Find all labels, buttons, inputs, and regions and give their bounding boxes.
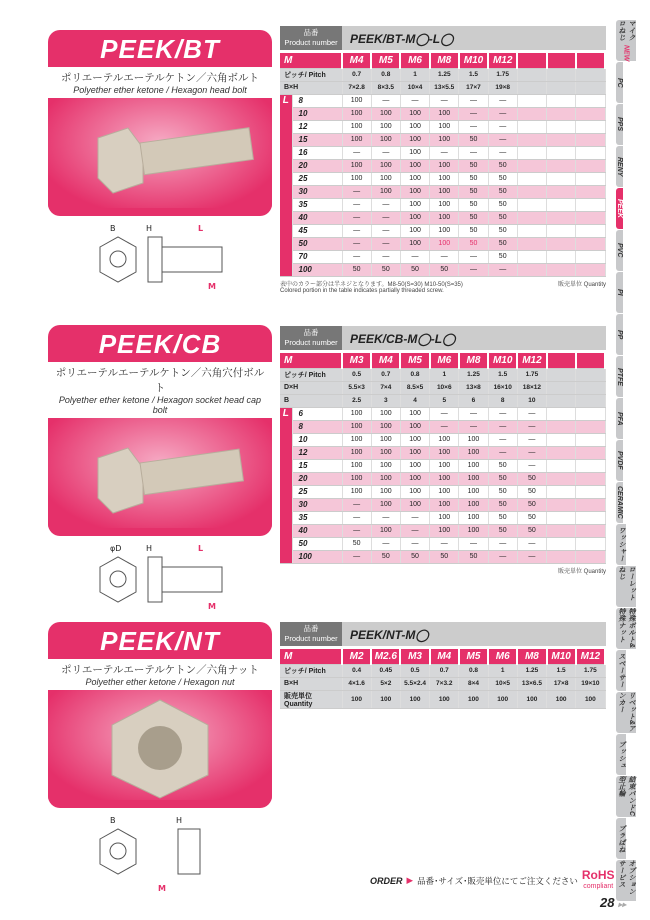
- tab-7[interactable]: PI: [616, 272, 623, 313]
- product-name-en: Polyether ether ketone / Hexagon nut: [85, 677, 235, 687]
- quantity-unit: 販売単位 Quantity: [557, 281, 606, 288]
- dimension-label: H: [176, 816, 183, 825]
- size-header: M10: [488, 353, 517, 368]
- tab-14[interactable]: ローレットねじ: [616, 566, 636, 607]
- tab-10[interactable]: PFA: [616, 398, 623, 439]
- size-header: M8: [430, 53, 459, 68]
- table-row: 40 — 100 — 100 100 50 50: [280, 524, 605, 537]
- tab-6[interactable]: PVC: [616, 230, 623, 271]
- table-row: 8 100 100 100 — — — —: [280, 420, 605, 433]
- size-header: M4: [371, 353, 400, 368]
- product-name-jp: ポリエーテルエーテルケトン／六角ボルト: [60, 72, 260, 84]
- table-row: 20 100 100 100 100 50 50: [280, 159, 605, 172]
- table-row: 40 — — 100 100 50 50: [280, 211, 605, 224]
- size-header: M4: [430, 649, 459, 664]
- tab-11[interactable]: PVDF: [616, 440, 623, 481]
- arrow-right-icon: ▶: [406, 876, 414, 886]
- product-title: PEEK/CB: [98, 329, 222, 359]
- tab-21[interactable]: オプションサービス: [616, 860, 636, 901]
- tab-20[interactable]: プラばね: [616, 818, 626, 859]
- spec-row: B×H 4×1.6 5×2 5.5×2.4 7×3.2 8×4 10×5 13×6.5 17×8 19×10: [280, 677, 605, 690]
- spec-row: ピッチ/ Pitch 0.7 0.8 1 1.25 1.5 1.75: [280, 68, 605, 81]
- tab-16[interactable]: スペーサー: [616, 650, 626, 691]
- size-header-row: M M4 M5 M6 M8 M10 M12: [280, 53, 605, 68]
- size-header: M8: [517, 649, 546, 664]
- size-header: M10: [547, 649, 576, 664]
- table-row: 16 — — 100 — — —: [280, 146, 605, 159]
- size-header: M6: [488, 649, 517, 664]
- dimension-label: φD: [110, 544, 122, 553]
- product-table: 品番 Product number PEEK/NT-M◯ M M2 M2.6 M3 M4 M5 M6 M8 M10 M12 ピッチ/ Pitch 0.4 0.45 0.5 0.7 0.8 1 1.25 1.5 1.75 B×H 4×1.6 5×2 5.5×2.4 7×3.2 8×4 10×5 13×6.5 17×8 19×10 販売単位 Quantity 100 100 100 100 100 100 100 100 100: [280, 622, 606, 709]
- size-header: M12: [488, 53, 517, 68]
- tab-8[interactable]: PP: [616, 314, 623, 355]
- product-code: PEEK/CB-M◯-L◯: [350, 332, 456, 346]
- tab-18[interactable]: ブッシュ: [616, 734, 626, 775]
- size-header: M5: [459, 649, 488, 664]
- size-header: [547, 353, 576, 368]
- size-header: M3: [400, 649, 429, 664]
- size-header: M4: [342, 53, 371, 68]
- product-table: 品番 Product number PEEK/BT-M◯-L◯ M M4 M5 M6 M8 M10 M12 ピッチ/ Pitch 0.7 0.8 1 1.25 1.5 1.75 B×H 7×2.8 8×3.5 10×4 13×5.5 17×7 19×8 L 8 100 — — — — — 10 100 100 100 100 — — 12 100 100 100 100 — — 15 100 100 100 100 50 — 16 — — 100 — — — 20 100 100 100 100 50 50 25 100 100 100 100 50 50 30 — 100 100 100 50 50 35 — — 100 100 50 50 40 — — 100 100 50 50 45 — — 100 100 50 50 50 — — 100 100 50 50 70 — — — — — 50 100 50 50 50 50 — — 表中のカラー部分は半ネジとなります。M8-50(S=30) M10-50(S=35) Colored portion in the table indicates partially threaded screw. 販売単位 Quantity: [280, 28, 606, 294]
- spec-row: B×H 7×2.8 8×3.5 10×4 13×5.5 17×7 19×8: [280, 81, 605, 94]
- product-code: PEEK/NT-M◯: [350, 628, 429, 642]
- size-header: M2.6: [371, 649, 400, 664]
- table-row: 25 100 100 100 100 50 50: [280, 172, 605, 185]
- size-header: M5: [371, 53, 400, 68]
- product-name-en: Polyether ether ketone / Hexagon head bolt: [73, 85, 247, 95]
- table-row: 10 100 100 100 100 — —: [280, 107, 605, 120]
- product-panel: [48, 30, 272, 302]
- tab-13[interactable]: ワッシャー: [616, 524, 626, 565]
- dimension-label: H: [146, 544, 153, 553]
- product-photo: [48, 418, 272, 528]
- size-header: M2: [342, 649, 371, 664]
- tab-2[interactable]: PC: [616, 62, 623, 103]
- order-footer: [370, 870, 615, 892]
- table-row: 10 100 100 100 100 100 — —: [280, 433, 605, 446]
- tab-1[interactable]: マイクロねじ NEW: [618, 20, 635, 61]
- size-header: [547, 53, 576, 68]
- category-tabs: [616, 20, 648, 902]
- table-row: L 8 100 — — — — —: [280, 94, 605, 107]
- table-row: 20 100 100 100 100 100 50 50: [280, 472, 605, 485]
- tab-4[interactable]: RENY: [616, 146, 623, 187]
- size-header: M6: [430, 353, 459, 368]
- product-panel: [48, 622, 272, 894]
- product-title: PEEK/BT: [100, 34, 220, 64]
- table-row: 25 100 100 100 100 100 50 50: [280, 485, 605, 498]
- size-header: M12: [517, 353, 546, 368]
- size-header: [576, 353, 605, 368]
- table-row: 30 — 100 100 100 100 50 50: [280, 498, 605, 511]
- table-row: 70 — — — — — 50: [280, 250, 605, 263]
- table-row: 35 — — — 100 100 50 50: [280, 511, 605, 524]
- order-label: ORDER: [370, 876, 403, 886]
- table-row: 35 — — 100 100 50 50: [280, 198, 605, 211]
- table-row: L 6 100 100 100 — — — —: [280, 407, 605, 420]
- product-name-jp: ポリエーテルエーテルケトン／六角穴付ボルト: [55, 367, 265, 394]
- table-row: 15 100 100 100 100 100 50 —: [280, 459, 605, 472]
- product-table: 品番 Product number PEEK/CB-M◯-L◯ M M3 M4 M5 M6 M8 M10 M12 ピッチ/ Pitch 0.5 0.7 0.8 1 1.25 1.5 1.75 D×H 5.5×3 7×4 8.5×5 10×6 13×8 16×10 18×12 B 2.5 3 4 5 6 8 10 L 6 100 100 100 — — — — 8 100 100 100 — — — — 10 100 100 100 100 100 — — 12 100 100 100 100 100 — — 15 100 100 100 100 100 50 — 20 100 100 100 100 100 50 50 25 100 100 100 100 100 50 50 30 — 100 100 100 100 50 50 35 — — — 100 100 50 50 40 — 100 — 100 100 50 50 50 50 — — — — — — 100 — 50 50 50 50 — — 販売単位 Quantity: [280, 326, 606, 575]
- dimension-label: B: [110, 224, 116, 233]
- table-row: 50 50 — — — — — —: [280, 537, 605, 550]
- tab-19[interactable]: 結束バンドC型止輪: [618, 776, 635, 817]
- product-title: PEEK/NT: [100, 626, 220, 656]
- size-header: M10: [459, 53, 488, 68]
- spec-row: ピッチ/ Pitch 0.4 0.45 0.5 0.7 0.8 1 1.25 1.5 1.75: [280, 664, 605, 677]
- table-row: 100 50 50 50 50 — —: [280, 263, 605, 276]
- dimension-diagram: [48, 222, 272, 302]
- product-code: PEEK/BT-M◯-L◯: [350, 32, 454, 46]
- size-header: M12: [576, 649, 605, 664]
- table-row: 12 100 100 100 100 — —: [280, 120, 605, 133]
- dimension-diagram: [48, 814, 272, 894]
- dimension-label: B: [110, 816, 116, 825]
- order-text: 品番･サイズ･販売単位にてご注文ください: [417, 877, 578, 887]
- tab-15[interactable]: 特殊ボルト&特殊ナット: [618, 608, 635, 649]
- tab-12[interactable]: CERAMIC: [616, 482, 623, 523]
- table-row: 45 — — 100 100 50 50: [280, 224, 605, 237]
- dimension-label: L: [198, 224, 204, 233]
- product-name-jp: ポリエーテルエーテルケトン／六角ナット: [61, 664, 259, 676]
- table-row: 30 — 100 100 100 50 50: [280, 185, 605, 198]
- table-row: 15 100 100 100 100 50 —: [280, 133, 605, 146]
- dimension-label: M: [158, 884, 166, 893]
- product-panel: [48, 325, 272, 622]
- quantity-unit: 販売単位 Quantity: [557, 568, 606, 575]
- spec-row: ピッチ/ Pitch 0.5 0.7 0.8 1 1.25 1.5 1.75: [280, 368, 605, 381]
- dimension-label: M: [208, 282, 216, 291]
- product-name-en: Polyether ether ketone / Hexagon socket head cap bolt: [58, 395, 262, 415]
- size-header: [517, 53, 546, 68]
- product-photo: [48, 98, 272, 208]
- spec-row: B 2.5 3 4 5 6 8 10: [280, 394, 605, 407]
- size-header-row: M M2 M2.6 M3 M4 M5 M6 M8 M10 M12: [280, 649, 605, 664]
- size-header: M8: [459, 353, 488, 368]
- size-header: [576, 53, 605, 68]
- table-row: 100 — 50 50 50 50 — —: [280, 550, 605, 563]
- dimension-label: H: [146, 224, 153, 233]
- size-header: M6: [400, 53, 429, 68]
- page-number: 28 ▸▸: [600, 895, 627, 910]
- rohs-logo: RoHS compliant: [581, 868, 615, 890]
- spec-row: 販売単位 Quantity 100 100 100 100 100 100 100 100 100: [280, 690, 605, 708]
- size-header: M5: [400, 353, 429, 368]
- table-row: 12 100 100 100 100 100 — —: [280, 446, 605, 459]
- table-row: 50 — — 100 100 50 50: [280, 237, 605, 250]
- size-header: M3: [342, 353, 371, 368]
- size-header-row: M M3 M4 M5 M6 M8 M10 M12: [280, 353, 605, 368]
- spec-row: D×H 5.5×3 7×4 8.5×5 10×6 13×8 16×10 18×12: [280, 381, 605, 394]
- dimension-label: M: [208, 602, 216, 611]
- tab-3[interactable]: PPS: [616, 104, 623, 145]
- dimension-label: L: [198, 544, 204, 553]
- tab-9[interactable]: PTFE: [616, 356, 623, 397]
- tab-17[interactable]: リベット&アンカー: [618, 692, 635, 733]
- dimension-diagram: [48, 542, 272, 622]
- tab-5[interactable]: PEEK: [616, 188, 623, 229]
- product-photo: [48, 690, 272, 800]
